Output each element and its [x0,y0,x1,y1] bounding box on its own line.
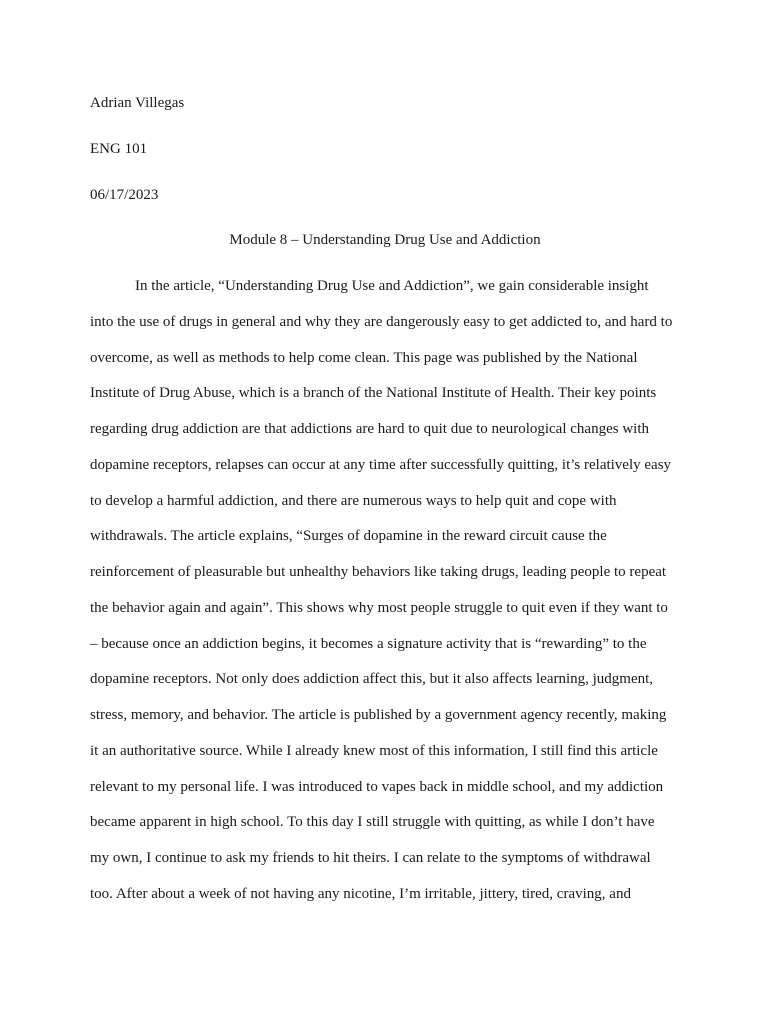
body-line: stress, memory, and behavior. The article is published by a government agency recently, making [90,707,667,723]
body-line: Institute of Drug Abuse, which is a branch of the National Institute of Health. Their key points [90,385,657,402]
submission-date: 06/17/2023 [90,187,159,203]
body-line: to develop a harmful addiction, and there are numerous ways to help quit and cope with [90,492,617,509]
body-line: overcome, as well as methods to help come clean. This page was published by the National [90,349,638,366]
body-line: reinforcement of pleasurable but unhealthy behaviors like taking drugs, leading people to repeat [90,564,667,580]
body-line: relevant to my personal life. I was introduced to vapes back in middle school, and my addiction [90,778,664,795]
course-name: ENG 101 [90,141,148,157]
body-line: into the use of drugs in general and why they are dangerously easy to get addicted to, and hard to [90,313,673,330]
body-line: withdrawals. The article explains, “Surges of dopamine in the reward circuit cause the [90,528,607,545]
body-line: the behavior again and again”. This shows why most people struggle to quit even if they want to [90,599,668,616]
essay-title: Module 8 – Understanding Drug Use and Addiction [229,232,541,248]
body-line: regarding drug addiction are that addictions are hard to quit due to neurological changes with [90,421,649,437]
body-line: – because once an addiction begins, it becomes a signature activity that is “rewarding” to the [90,635,647,652]
author-name: Adrian Villegas [90,95,185,111]
body-line: my own, I continue to ask my friends to hit theirs. I can relate to the symptoms of withdrawal [90,850,651,866]
body-line: too. After about a week of not having any nicotine, I’m irritable, jittery, tired, craving, and [90,885,631,902]
body-line: dopamine receptors, relapses can occur at any time after successfully quitting, it’s relatively easy [90,456,672,473]
body-line: it an authoritative source. While I already knew most of this information, I still find this article [90,742,658,759]
essay-body [90,269,673,913]
body-line: dopamine receptors. Not only does addiction affect this, but it also affects learning, judgment, [90,671,654,688]
body-line: In the article, “Understanding Drug Use and Addiction”, we gain considerable insight [135,278,649,294]
body-line: became apparent in high school. To this day I still struggle with quitting, as while I don’t have [90,814,655,831]
essay-title-line [0,231,768,249]
